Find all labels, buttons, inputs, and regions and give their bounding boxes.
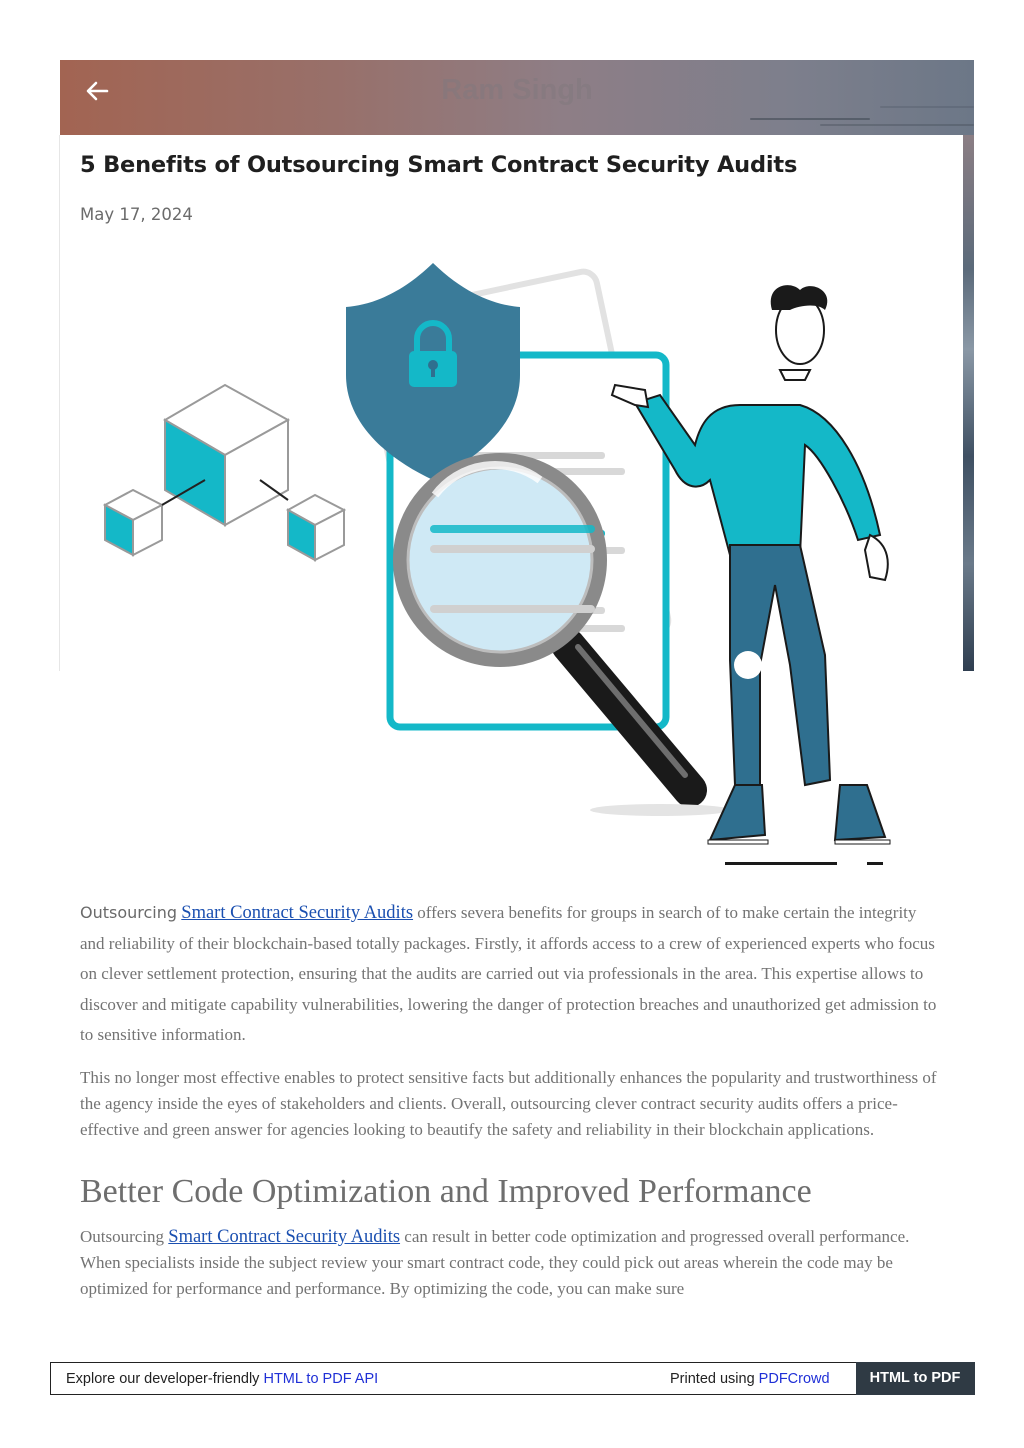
- blockchain-cubes-icon: [105, 385, 344, 560]
- paragraph-text: can result in better code optimization and progressed overall performance. When specialists inside the subject review your smart contract code, they could pick out areas wherein the code may be optimized for performance and performance. By optimizing the code, you can make sure: [80, 1226, 910, 1299]
- html-to-pdf-api-link[interactable]: HTML to PDF API: [263, 1371, 379, 1387]
- footer-explore: [66, 1371, 378, 1387]
- blog-title[interactable]: Ram Singh: [441, 74, 593, 106]
- magnifying-glass-icon: [400, 460, 730, 816]
- paragraph-lead: Outsourcing: [80, 903, 178, 922]
- paragraph-lead: Outsourcing: [80, 1226, 165, 1246]
- article-body: [80, 898, 942, 1303]
- card-border: [59, 135, 60, 671]
- pdfcrowd-link[interactable]: PDFCrowd: [758, 1371, 830, 1387]
- pdfcrowd-footer: [50, 1362, 974, 1395]
- footer-explore-text: Explore our developer-friendly: [66, 1371, 260, 1387]
- header-decoration: [750, 118, 870, 120]
- paragraph-text: offers severa benefits for groups in search of to make certain the integrity and reliability of their blockchain-based totally packages. Firstly, it affords access to a crew of experienced experts who focus on clever settlement protection, ensuring that the audits are carried out via professionals in the area. This expertise allows to discover and mitigate capability vulnerabilities, lowering the danger of protection breaches and unauthorized get admission to to sensitive information.: [80, 903, 937, 1044]
- footer-printed: [670, 1371, 830, 1387]
- background-photo-strip: [963, 135, 974, 671]
- paragraph: [80, 1224, 942, 1303]
- smart-contract-audits-link[interactable]: Smart Contract Security Audits: [181, 903, 414, 923]
- header-decoration: [820, 124, 974, 126]
- section-heading: Better Code Optimization and Improved Performance: [80, 1173, 812, 1211]
- blog-header: [60, 60, 974, 135]
- post-title: 5 Benefits of Outsourcing Smart Contract Security Audits: [80, 152, 798, 178]
- footer-printed-text: Printed using: [670, 1371, 755, 1387]
- html-to-pdf-button[interactable]: HTML to PDF: [856, 1362, 975, 1395]
- paragraph: [80, 898, 942, 1051]
- post-date: May 17, 2024: [80, 205, 193, 224]
- smart-contract-audits-link[interactable]: Smart Contract Security Audits: [168, 1226, 401, 1247]
- security-audit-illustration: [100, 255, 930, 875]
- paragraph: This no longer most effective enables to protect sensitive facts but additionally enhances the popularity and trustworthiness of the agency inside the eyes of stakeholders and clients. Overall, outsourcing clever contract security audits offers a price-effective and green answer for agencies looking to beautify the safety and reliability in their blockchain applications.: [80, 1067, 937, 1140]
